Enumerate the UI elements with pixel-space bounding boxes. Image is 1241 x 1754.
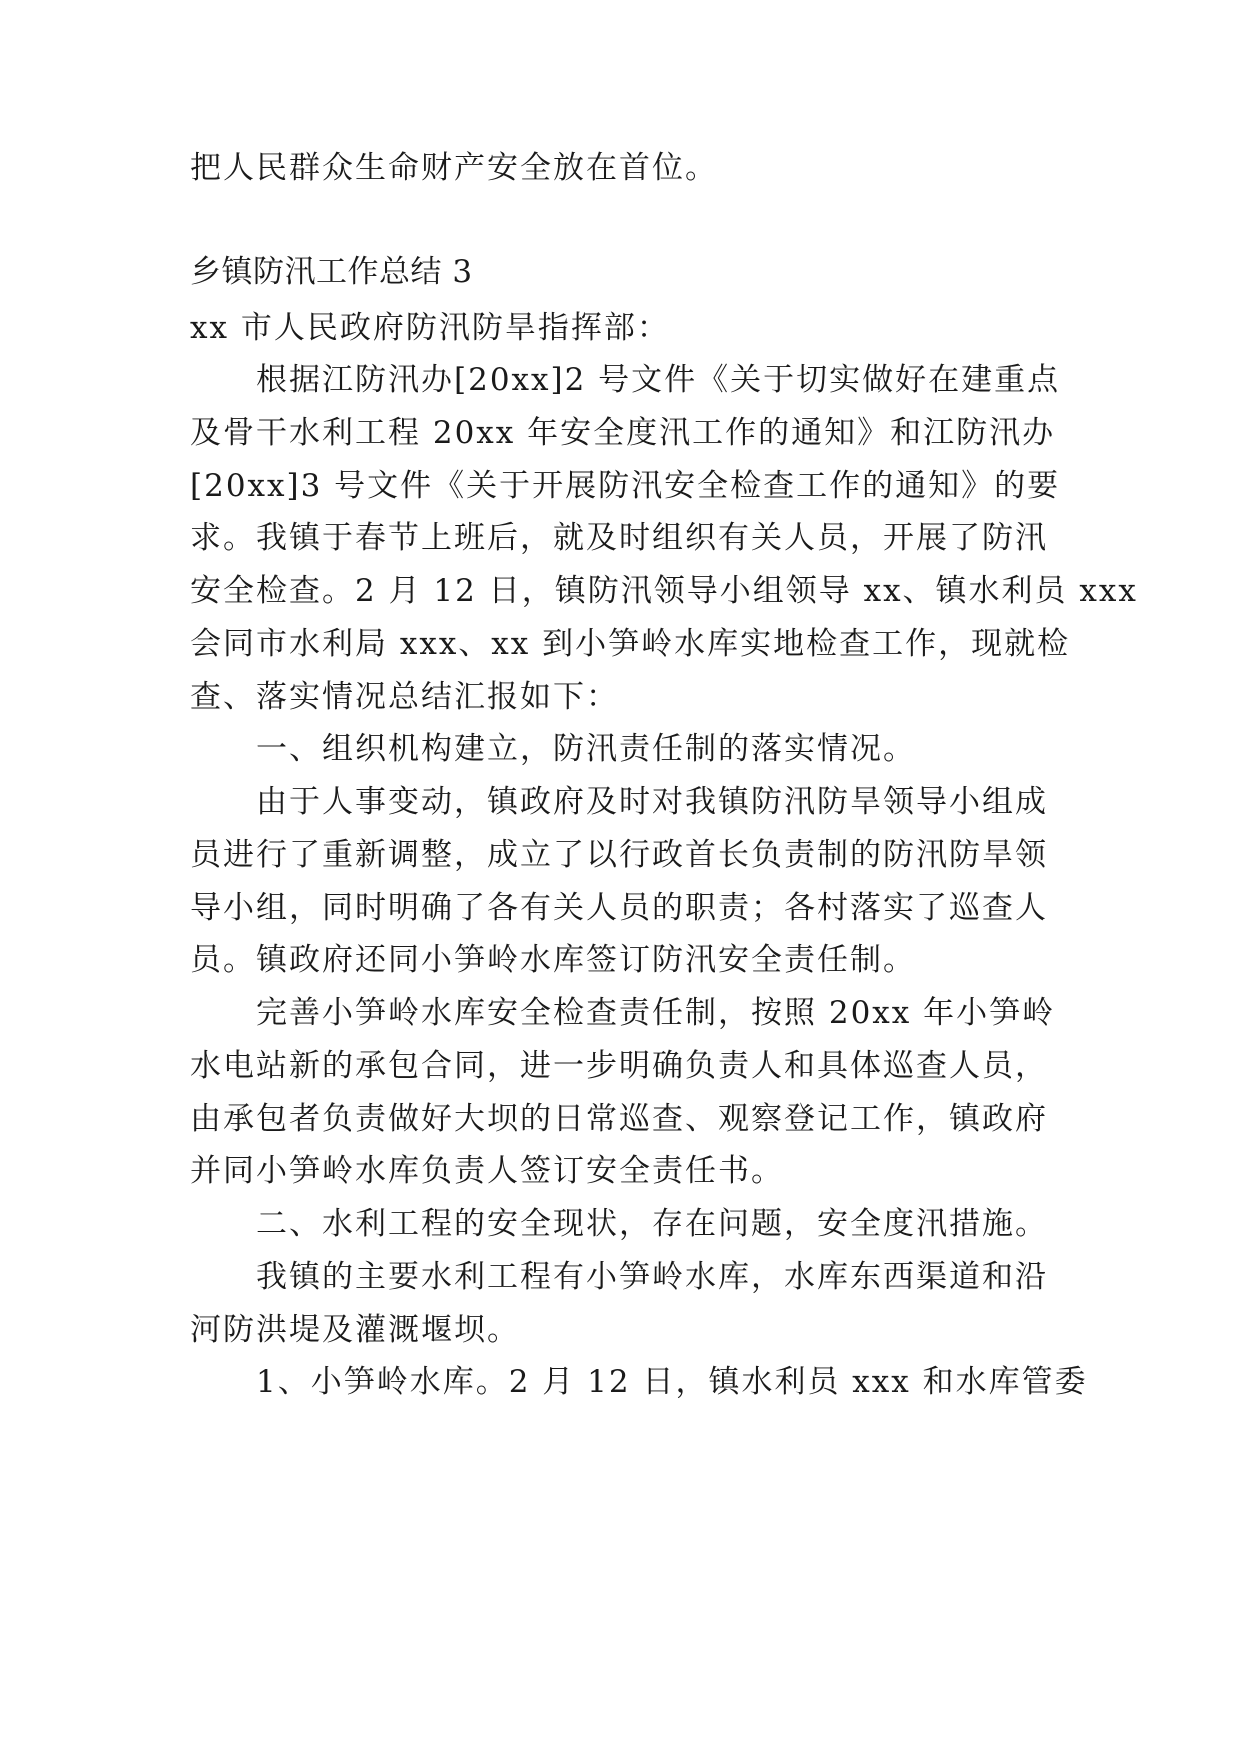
- paragraph-line: 求。我镇于春节上班后，就及时组织有关人员，开展了防汛: [190, 520, 1048, 556]
- section-heading: 二、水利工程的安全现状，存在问题，安全度汛措施。: [256, 1206, 1048, 1242]
- paragraph-line: 导小组，同时明确了各有关人员的职责；各村落实了巡查人: [190, 890, 1048, 926]
- paragraph-line: 安全检查。2 月 12 日，镇防汛领导小组领导 xx、镇水利员 xxx: [190, 573, 1138, 609]
- paragraph-line: 根据江防汛办[20xx]2 号文件《关于切实做好在建重点: [256, 362, 1061, 398]
- paragraph-line: [20xx]3 号文件《关于开展防汛安全检查工作的通知》的要: [190, 468, 1061, 504]
- paragraph-line: 把人民群众生命财产安全放在首位。: [190, 150, 718, 186]
- section-heading: 一、组织机构建立，防汛责任制的落实情况。: [256, 731, 916, 767]
- paragraph-line: 由于人事变动，镇政府及时对我镇防汛防旱领导小组成: [256, 784, 1048, 820]
- paragraph-line: 我镇的主要水利工程有小笋岭水库，水库东西渠道和沿: [256, 1259, 1048, 1295]
- section-title: 乡镇防汛工作总结 3: [190, 254, 473, 290]
- paragraph-line: 水电站新的承包合同，进一步明确负责人和具体巡查人员，: [190, 1048, 1048, 1084]
- paragraph-line: 查、落实情况总结汇报如下：: [190, 679, 619, 715]
- paragraph-line: 员。镇政府还同小笋岭水库签订防汛安全责任制。: [190, 942, 916, 978]
- paragraph-line: 河防洪堤及灌溉堰坝。: [190, 1312, 520, 1348]
- paragraph-line: 并同小笋岭水库负责人签订安全责任书。: [190, 1153, 784, 1189]
- paragraph-line: 及骨干水利工程 20xx 年安全度汛工作的通知》和江防汛办: [190, 415, 1056, 451]
- paragraph-line: 1、小笋岭水库。2 月 12 日，镇水利员 xxx 和水库管委: [256, 1364, 1088, 1400]
- paragraph-line: 由承包者负责做好大坝的日常巡查、观察登记工作，镇政府: [190, 1101, 1048, 1137]
- paragraph-line: 完善小笋岭水库安全检查责任制，按照 20xx 年小笋岭: [256, 995, 1056, 1031]
- paragraph-line: 会同市水利局 xxx、xx 到小笋岭水库实地检查工作，现就检: [190, 626, 1071, 662]
- addressee-line: xx 市人民政府防汛防旱指挥部：: [190, 310, 670, 346]
- paragraph-line: 员进行了重新调整，成立了以行政首长负责制的防汛防旱领: [190, 837, 1048, 873]
